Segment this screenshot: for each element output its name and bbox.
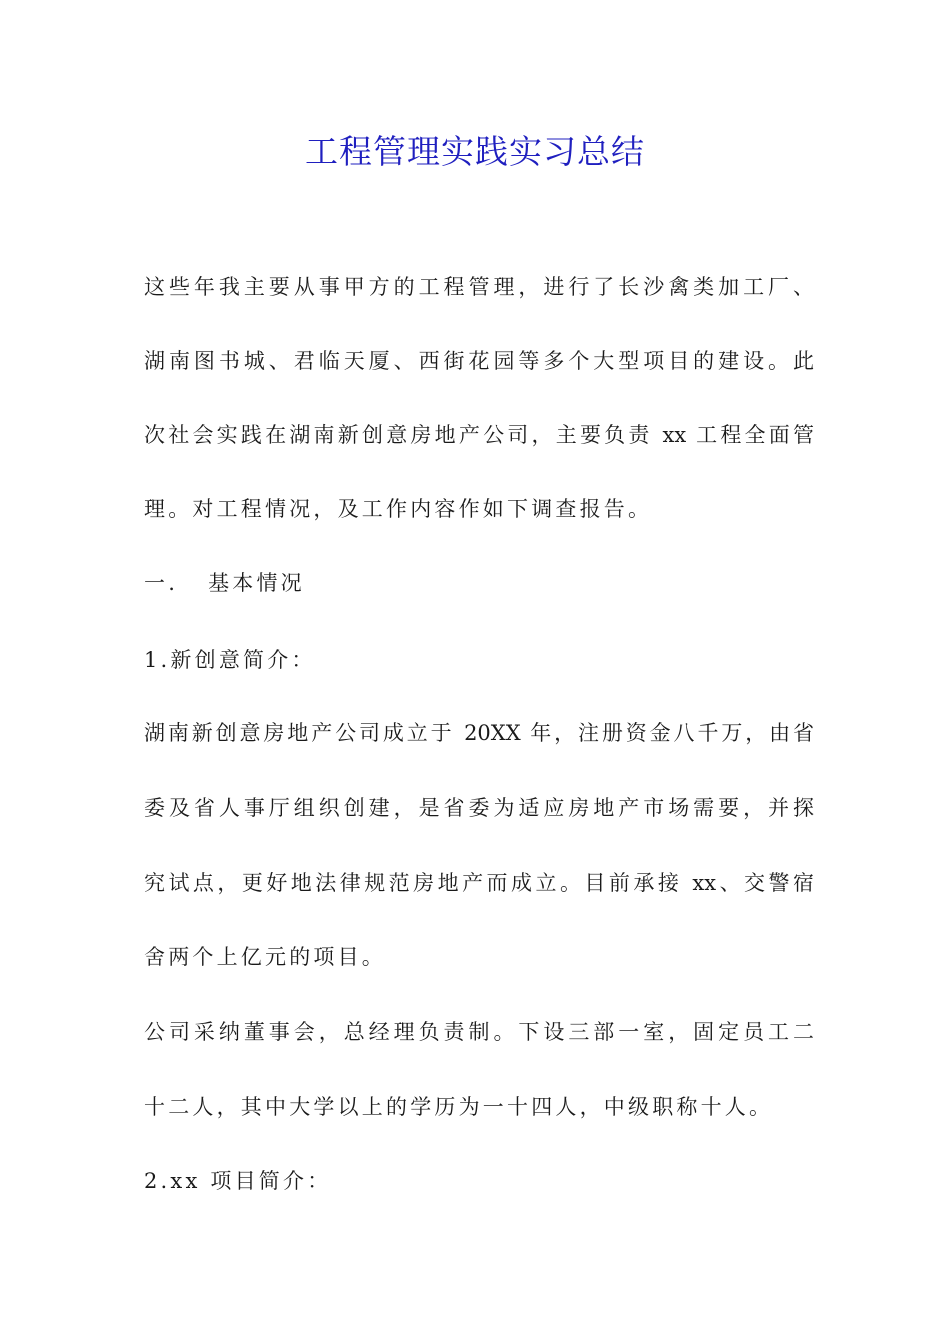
paragraph-line: 十二人，其中大学以上的学历为一十四人，中级职称十人。 xyxy=(144,1095,774,1119)
paragraph-line: 次社会实践在湖南新创意房地产公司，主要负责 xx 工程全面管 xyxy=(144,423,814,447)
paragraph-line: 理。对工程情况，及工作内容作如下调查报告。 xyxy=(144,497,653,521)
paragraph-line: 公司采纳董事会，总经理负责制。下设三部一室，固定员工二 xyxy=(144,1020,814,1044)
paragraph-line: 湖南新创意房地产公司成立于 20XX 年，注册资金八千万，由省 xyxy=(144,721,814,745)
paragraph-line: 这些年我主要从事甲方的工程管理，进行了长沙禽类加工厂、 xyxy=(144,275,814,299)
subsection-heading: 2.xx 项目简介： xyxy=(144,1169,332,1193)
document-title: 工程管理实践实习总结 xyxy=(305,132,645,171)
paragraph-line: 委及省人事厅组织创建，是省委为适应房地产市场需要，并探 xyxy=(144,796,814,820)
section-heading xyxy=(144,568,814,598)
paragraph-line: 舍两个上亿元的项目。 xyxy=(144,945,386,969)
paragraph-line: 湖南图书城、君临天厦、西街花园等多个大型项目的建设。此 xyxy=(144,349,814,373)
subsection-heading: 1.新创意简介： xyxy=(144,648,316,672)
paragraph-line: 究试点，更好地法律规范房地产而成立。目前承接 xx、交警宿 xyxy=(144,871,814,895)
section-label: 基本情况 xyxy=(208,571,305,595)
section-number: 一. xyxy=(144,571,179,595)
